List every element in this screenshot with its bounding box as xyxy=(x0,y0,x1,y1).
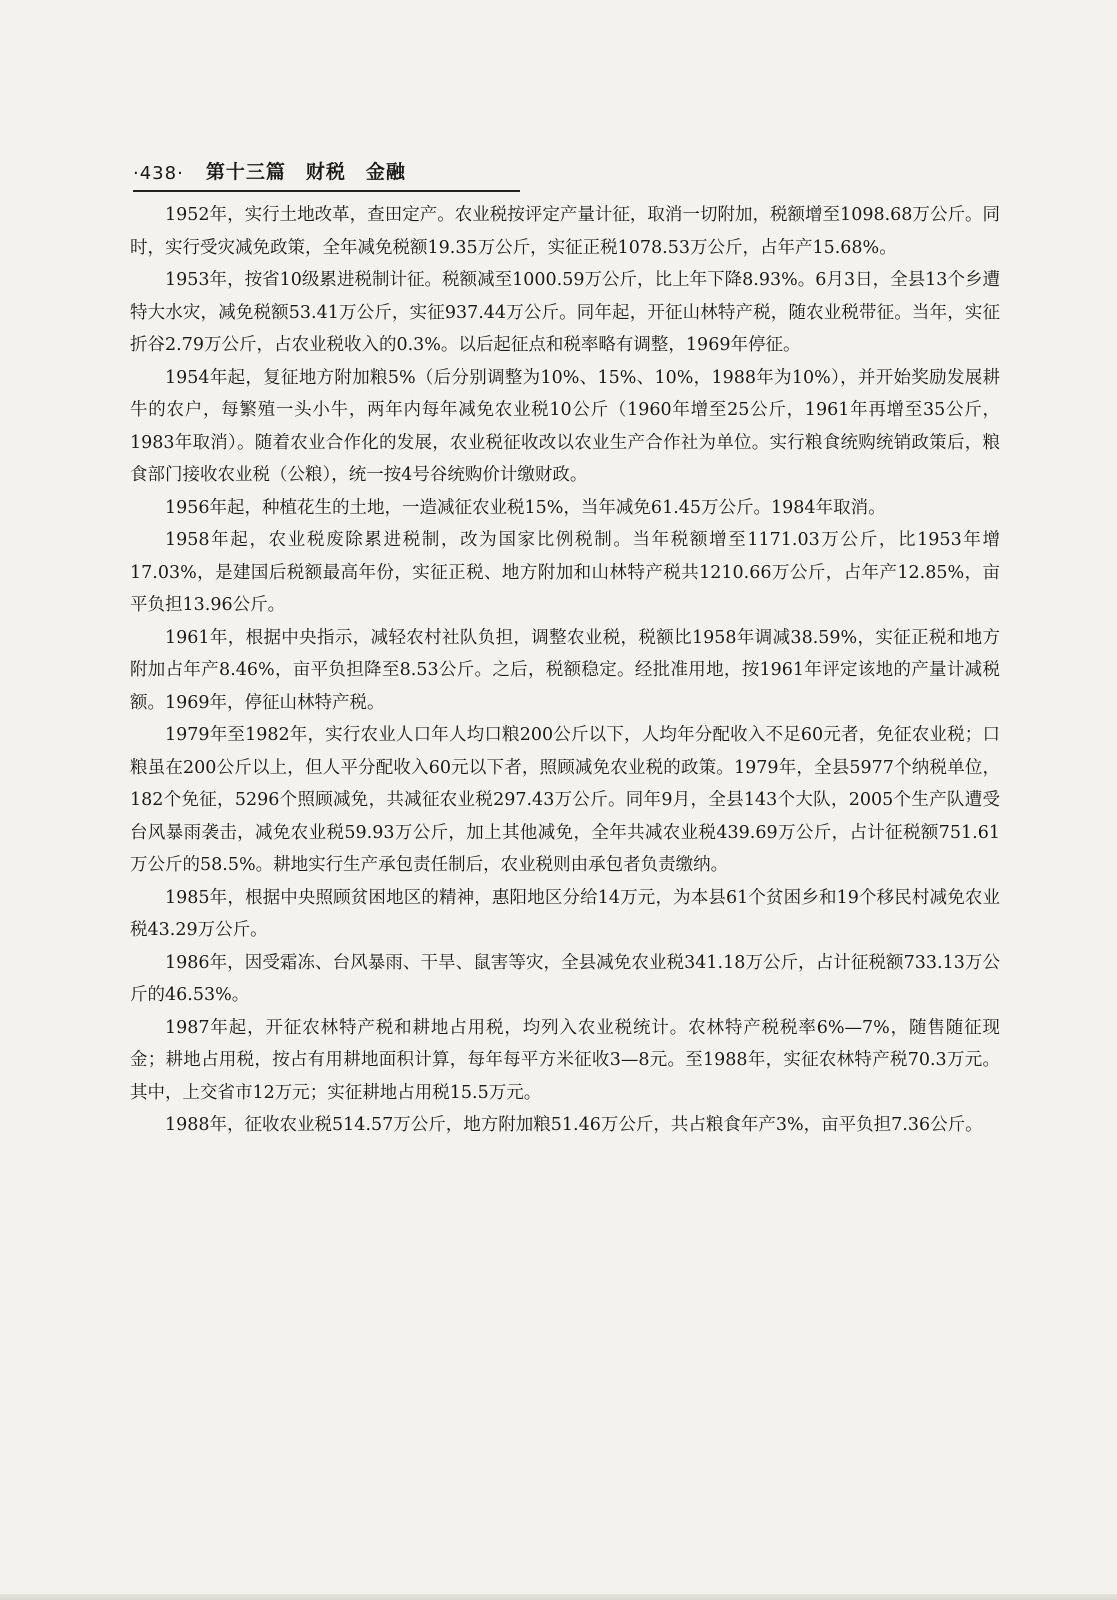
page-bottom-edge xyxy=(0,1594,1117,1600)
paragraph-1986: 1986年，因受霜冻、台风暴雨、干旱、鼠害等灾，全县减免农业税341.18万公斤，占计征税额733.13万公斤的46.53%。 xyxy=(130,952,1000,1005)
paragraph-1954: 1954年起，复征地方附加粮5%（后分别调整为10%、15%、10%，1988年为10%），并开始奖励发展耕牛的农户，每繁殖一头小牛，两年内每年减免农业税10公斤（1960年增至25公斤，1961年再增至35公斤，1983年取消）。随着农业合作化的发展，农业税征收改以农业生产合作社为单位。实行粮食统购统销政策后，粮食部门接收农业税（公粮），统一按4号谷统购价计缴财政。 xyxy=(130,367,1000,485)
running-header xyxy=(133,152,520,192)
paragraph-1958: 1958年起，农业税废除累进税制，改为国家比例税制。当年税额增至1171.03万公斤，比1953年增17.03%，是建国后税额最高年份，实征正税、地方附加和山林特产税共1210.66万公斤，占年产12.85%，亩平负担13.96公斤。 xyxy=(130,530,1000,615)
paragraph-1956: 1956年起，种植花生的土地，一造减征农业税15%，当年减免61.45万公斤。1984年取消。 xyxy=(165,497,886,518)
paragraph-1952: 1952年，实行土地改革，查田定产。农业税按评定产量计征，取消一切附加，税额增至1098.68万公斤。同时，实行受灾减免政策，全年减免税额19.35万公斤，实征正税1078.53万公斤，占年产15.68%。 xyxy=(130,205,1000,258)
paragraph-1988: 1988年，征收农业税514.57万公斤，地方附加粮51.46万公斤，共占粮食年产3%，亩平负担7.36公斤。 xyxy=(165,1115,983,1135)
paragraph-1987: 1987年起，开征农林特产税和耕地占用税，均列入农业税统计。农林特产税税率6%—7%，随售随征现金；耕地占用税，按占有用耕地面积计算，每年每平方米征收3—8元。至1988年，实征农林特产税70.3万元。其中，上交省市12万元；实征耕地占用税15.5万元。 xyxy=(130,1017,1000,1103)
section-title: 第十三篇 财税 金融 xyxy=(205,161,406,183)
paragraph-1985: 1985年，根据中央照顾贫困地区的精神，惠阳地区分给14万元，为本县61个贫困乡和19个移民村减免农业税43.29万公斤。 xyxy=(130,887,1000,940)
paragraph-1979: 1979年至1982年，实行农业人口年人均口粮200公斤以下，人均年分配收入不足60元者，免征农业税；口粮虽在200公斤以上，但人平分配收入60元以下者，照顾减免农业税的政策。1979年，全县5977个纳税单位，182个免征，5296个照顾减免，共减征农业税297.43万公斤。同年9月，全县143个大队，2005个生产队遭受台风暴雨袭击，减免农业税59.93万公斤，加上其他减免，全年共减农业税439.69万公斤，占计征税额751.61万公斤的58.5%。耕地实行生产承包责任制后，农业税则由承包者负责缴纳。 xyxy=(130,725,1000,875)
paragraph-1961: 1961年，根据中央指示，减轻农村社队负担，调整农业税，税额比1958年调减38.59%，实征正税和地方附加占年产8.46%，亩平负担降至8.53公斤。之后，税额稳定。经批准用地，按1961年评定该地的产量计减税额。1969年，停征山林特产税。 xyxy=(130,627,1000,713)
paragraph-1953: 1953年，按省10级累进税制计征。税额减至1000.59万公斤，比上年下降8.93%。6月3日，全县13个乡遭特大水灾，减免税额53.41万公斤，实征937.44万公斤。同年起，开征山林特产税，随农业税带征。当年，实征折谷2.79万公斤，占农业税收入的0.3%。以后起征点和税率略有调整，1969年停征。 xyxy=(130,270,1000,355)
body-text xyxy=(130,199,1000,1142)
page-number: ·438· xyxy=(133,163,184,184)
